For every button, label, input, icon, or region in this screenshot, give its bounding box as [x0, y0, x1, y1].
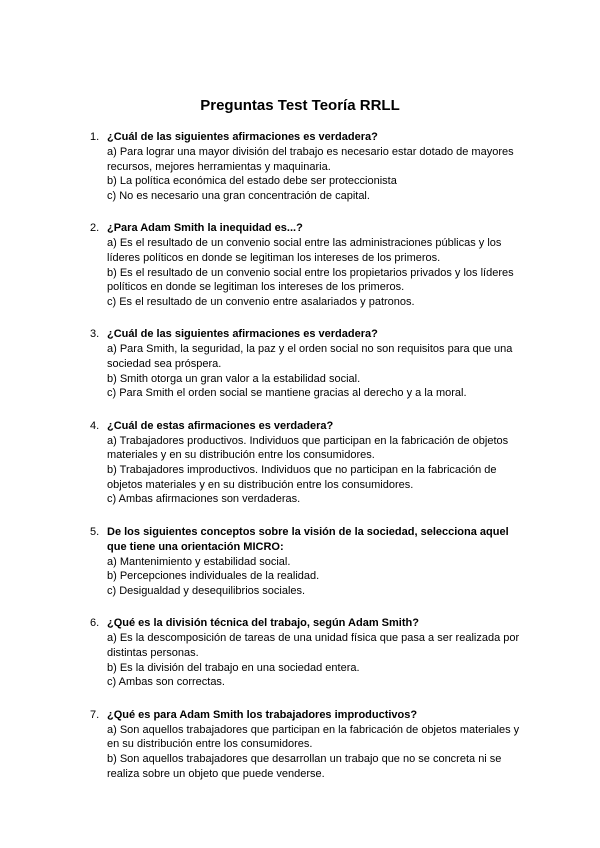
answer-option: a) Trabajadores productivos. Individuos que participan en la fabricación de objetos materiales y en su distribución entre los consumidores.: [107, 434, 509, 462]
question-text: ¿Qué es la división técnica del trabajo, según Adam Smith?: [107, 617, 419, 630]
answer-option: b) Es el resultado de un convenio social entre los propietarios privados y los líderes políticos en donde se legitiman los intereses de los primeros.: [107, 266, 514, 294]
question-text: ¿Cuál de las siguientes afirmaciones es verdadera?: [107, 131, 378, 143]
answer-option: a) Es la descomposición de tareas de una unidad física que pasa a ser realizada por distintas personas.: [107, 632, 520, 660]
question-item: [0, 327, 600, 400]
answer-option: c) Para Smith el orden social se mantiene gracias al derecho y a la moral.: [107, 387, 467, 400]
question-number: 6.: [90, 617, 100, 630]
answer-option: a) Para Smith, la seguridad, la paz y el orden social no son requisitos para que una sociedad sea próspera.: [107, 343, 513, 370]
question-item: [0, 708, 600, 781]
question-body: [107, 708, 527, 781]
question-number: 7.: [90, 708, 100, 721]
question-text: ¿Para Adam Smith la inequidad es...?: [107, 222, 303, 235]
question-body: [107, 130, 527, 203]
answer-option: a) Son aquellos trabajadores que participan en la fabricación de objetos materiales y en su distribución entre los consumidores.: [107, 723, 520, 751]
question-body: [107, 327, 527, 400]
question-item: [0, 616, 600, 689]
question-number: 2.: [90, 222, 100, 235]
question-item: [0, 419, 600, 507]
question-body: [107, 616, 527, 689]
question-text: ¿Qué es para Adam Smith los trabajadores improductivos?: [107, 708, 418, 721]
question-number: 1.: [90, 131, 100, 143]
question-body: [107, 221, 527, 309]
answer-option: c) Es el resultado de un convenio entre asalariados y patronos.: [107, 295, 415, 308]
answer-option: c) No es necesario una gran concentración de capital.: [107, 189, 370, 202]
answer-option: a) Para lograr una mayor división del trabajo es necesario estar dotado de mayores recursos, mejores herramientas y maquinaria.: [107, 146, 514, 173]
answer-option: b) La política económica del estado debe ser proteccionista: [107, 175, 397, 188]
answer-option: c) Desigualdad y desequilibrios sociales.: [107, 584, 306, 597]
question-number: 3.: [90, 328, 100, 341]
question-text: De los siguientes conceptos sobre la visión de la sociedad, selecciona aquel que tiene una orientación MICRO:: [107, 525, 509, 553]
question-body: [107, 525, 527, 599]
question-item: [0, 221, 600, 309]
question-body: [107, 419, 527, 507]
page-title: Preguntas Test Teoría RRLL: [200, 97, 400, 114]
answer-option: b) Es la división del trabajo en una sociedad entera.: [107, 661, 360, 674]
answer-option: c) Ambas afirmaciones son verdaderas.: [107, 493, 301, 506]
answer-option: b) Smith otorga un gran valor a la estabilidad social.: [107, 372, 361, 385]
question-list: [0, 130, 600, 799]
answer-option: b) Son aquellos trabajadores que desarrollan un trabajo que no se concreta ni se realiza sobre un objeto que puede venderse.: [107, 753, 502, 780]
answer-option: c) Ambas son correctas.: [107, 676, 225, 689]
question-item: [0, 130, 600, 203]
answer-option: b) Trabajadores improductivos. Individuos que no participan en la fabricación de objetos materiales y en su distribución entre los consumidores.: [107, 463, 497, 491]
question-number: 5.: [90, 525, 100, 538]
question-text: ¿Cuál de estas afirmaciones es verdadera?: [107, 419, 334, 432]
answer-option: a) Es el resultado de un convenio social entre las administraciones públicas y los líderes políticos en donde se legitiman los intereses de los primeros.: [107, 237, 502, 264]
question-text: ¿Cuál de las siguientes afirmaciones es verdadera?: [107, 328, 378, 341]
question-number: 4.: [90, 419, 100, 432]
answer-option: b) Percepciones individuales de la realidad.: [107, 570, 320, 583]
question-item: [0, 525, 600, 599]
answer-option: a) Mantenimiento y estabilidad social.: [107, 555, 291, 568]
